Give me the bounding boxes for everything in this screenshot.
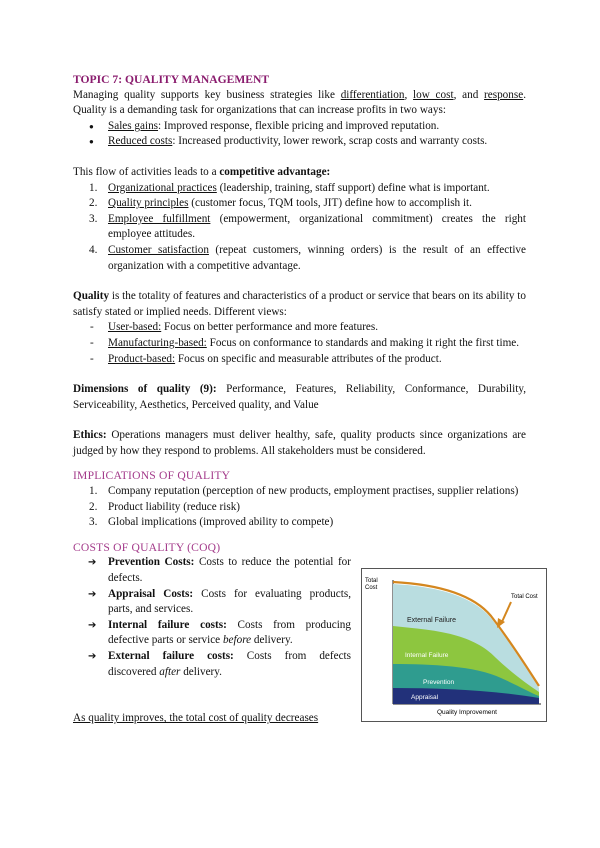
coq-conclusion: As quality improves, the total cost of quality decreases [73,712,319,725]
list-item: 1. Company reputation (perception of new products, employment practises, supplier relations) [89,485,519,498]
label-appraisal: Appraisal [411,694,439,702]
arrow-icon: ➔ [88,651,97,662]
intro-paragraph: Managing quality supports key business strategies like differentiation, low cost, and response. Quality is a demanding task for organizations that can increase profits in two ways: [73,88,526,117]
list-item: 2. Quality principles (customer focus, TQM tools, JIT) define how to accomplish it. [89,197,472,210]
y-label-line1: Total [365,578,378,585]
y-label-line2: Cost [365,585,378,592]
views-list [73,320,526,367]
total-cost-label: Total Cost [511,594,538,601]
label-prevention: Prevention [423,679,455,687]
list-item: ● Reduced costs: Increased productivity, lower rework, scrap costs and warranty costs. [73,134,526,150]
dimensions-paragraph: Dimensions of quality (9): Performance, Features, Reliability, Conformance, Durability, Serviceability, Aesthetics, Perceived quality, and Value [73,383,526,411]
list-item: 2. Product liability (reduce risk) [89,500,241,513]
flow-list [73,181,526,275]
implications-heading: IMPLICATIONS OF QUALITY [73,469,231,483]
term-differentiation: differentiation [340,88,405,101]
list-item: ➔ External failure costs: Costs from defects discovered after delivery. [88,650,352,678]
arrow-icon: ➔ [88,619,97,631]
list-item: - Product-based: Focus on specific and measurable attributes of the product. [73,352,526,368]
list-item: - Manufacturing-based: Focus on conformance to standards and making it right the first time. [73,336,526,352]
list-item: ➔ Appraisal Costs: Costs for evaluating products, parts, and services. [88,587,351,616]
list-item: 4. Customer satisfaction (repeat customers, winning orders) is the result of an effective organization with a competitive advantage. [89,243,526,272]
topic-title: TOPIC 7: QUALITY MANAGEMENT [73,73,270,86]
label-external-failure: External Failure [407,617,457,625]
label-internal-failure: Internal Failure [405,652,449,660]
term-response: response [484,88,524,101]
implications-list [73,484,526,531]
list-item: ➔ Prevention Costs: Costs to reduce the potential for defects. [88,556,351,585]
list-item: 3. Employee fulfillment (empowerment, organizational commitment) creates the right employee attitudes. [89,212,526,241]
term-low-cost: low cost [413,88,454,101]
document-page [73,72,538,725]
x-axis-label: Quality Improvement [437,709,497,717]
arrow-icon: ➔ [88,557,97,569]
list-item: 1. Organizational practices (leadership, training, staff support) define what is important. [89,181,490,194]
coq-list [73,555,351,680]
list-item: ● Sales gains: Improved response, flexible pricing and improved reputation. [73,119,526,135]
list-item: - User-based: Focus on better performance and more features. [73,320,526,336]
ways-list [73,119,526,150]
list-item: ➔ Internal failure costs: Costs from producing defective parts or service before delivery. [88,618,351,647]
list-item: 3. Global implications (improved ability to compete) [89,516,334,529]
arrow-icon: ➔ [88,588,97,600]
ethics-paragraph: Ethics: Operations managers must deliver healthy, safe, quality products since organizations are judged by how they respond to problems. All stakeholders must be considered. [73,429,526,457]
quality-definition: Quality is the totality of features and characteristics of a product or service that bears on its ability to satisfy stated or implied needs. Different views: [73,290,526,318]
cost-of-quality-chart [361,568,547,722]
coq-section [73,555,538,725]
flow-lead: This flow of activities leads to a competitive advantage: [73,165,331,178]
coq-heading: COSTS OF QUALITY (COQ) [73,540,221,554]
